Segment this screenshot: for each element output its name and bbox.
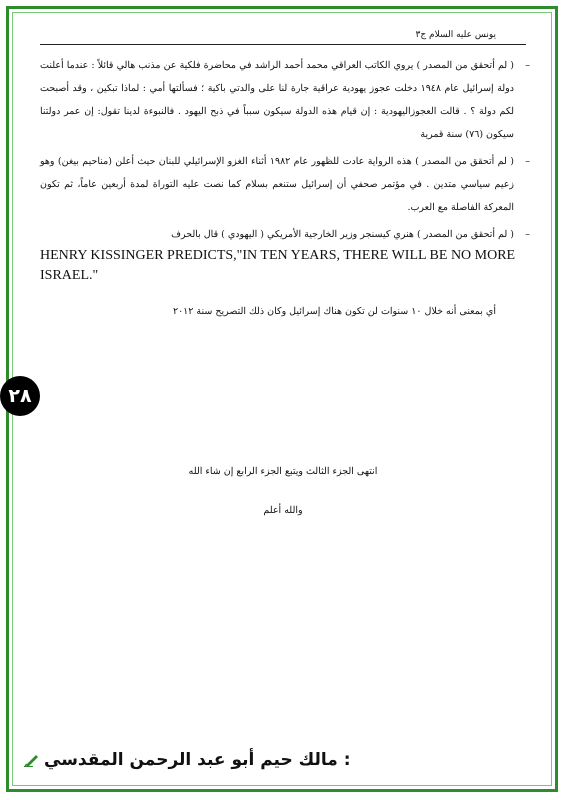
english-quote: HENRY KISSINGER PREDICTS,"IN TEN YEARS, THERE WILL BE NO MORE ISRAEL." [40,248,516,283]
paragraph-text: ( لم أتحقق من المصدر ) يروي الكاتب العراقي محمد أحمد الراشد في محاضرة فلكية عن مذنب هالي قائلاً : عندما أعلنت دولة إسرائيل عام ١٩٤٨ دخلت عجوز يهودية عراقية جارة لنا على والدتي باكية ؛ فسألتها أمي : لماذا تبكين ، وقد أصبحت لكم دولة ؟ . قالت العجوزاليهودية : إن قيام هذه الدولة سيكون سبباً في ذبح اليهود . فالنبوءة لدينا تقول: إن عمر دولتنا سيكون (٧٦) سنة قمرية [40,60,515,140]
list-dash: – [525,156,530,167]
page-number-badge: ٢٨ [0,376,40,416]
list-dash: – [525,229,530,240]
footer-author: : مالك حيم أبو عبد الرحمن المقدسي [44,750,351,770]
main-content [40,54,530,333]
header-divider [40,44,526,45]
paragraph-text: ( لم أتحقق من المصدر ) هنري كيسنجر وزير الخارجية الأمريكي ( اليهودي ) قال بالحرف [171,229,514,240]
closing-line-2: والله أعلم [263,505,303,516]
pen-icon [24,753,40,767]
paragraph-2 [40,150,530,219]
quote-explanation: أي بمعنى أنه خلال ١٠ سنوات لن تكون هناك إسرائيل وكان ذلك التصريح سنة ٢٠١٢ [172,306,496,317]
footer-signature [24,750,351,770]
paragraph-1 [40,54,530,146]
list-dash: – [525,60,530,71]
closing-line-1: انتهى الجزء الثالث ويتبع الجزء الرابع إن شاء الله [188,466,378,477]
paragraph-3 [40,223,530,246]
paragraph-text: ( لم أتحقق من المصدر ) هذه الرواية عادت للظهور عام ١٩٨٢ أثناء الغزو الإسرائيلي للبنان حيث أعلن (مناحيم بيغن) وهو زعيم سياسي متدين . في مؤتمر صحفي أن إسرائيل ستنعم بسلام كما نصت عليه التوراة لمدة أربعين عاماً، ثم تكون المعركة الفاصلة مع العرب. [40,156,514,213]
page-header: يونس عليه السلام ج٣ [415,30,496,40]
